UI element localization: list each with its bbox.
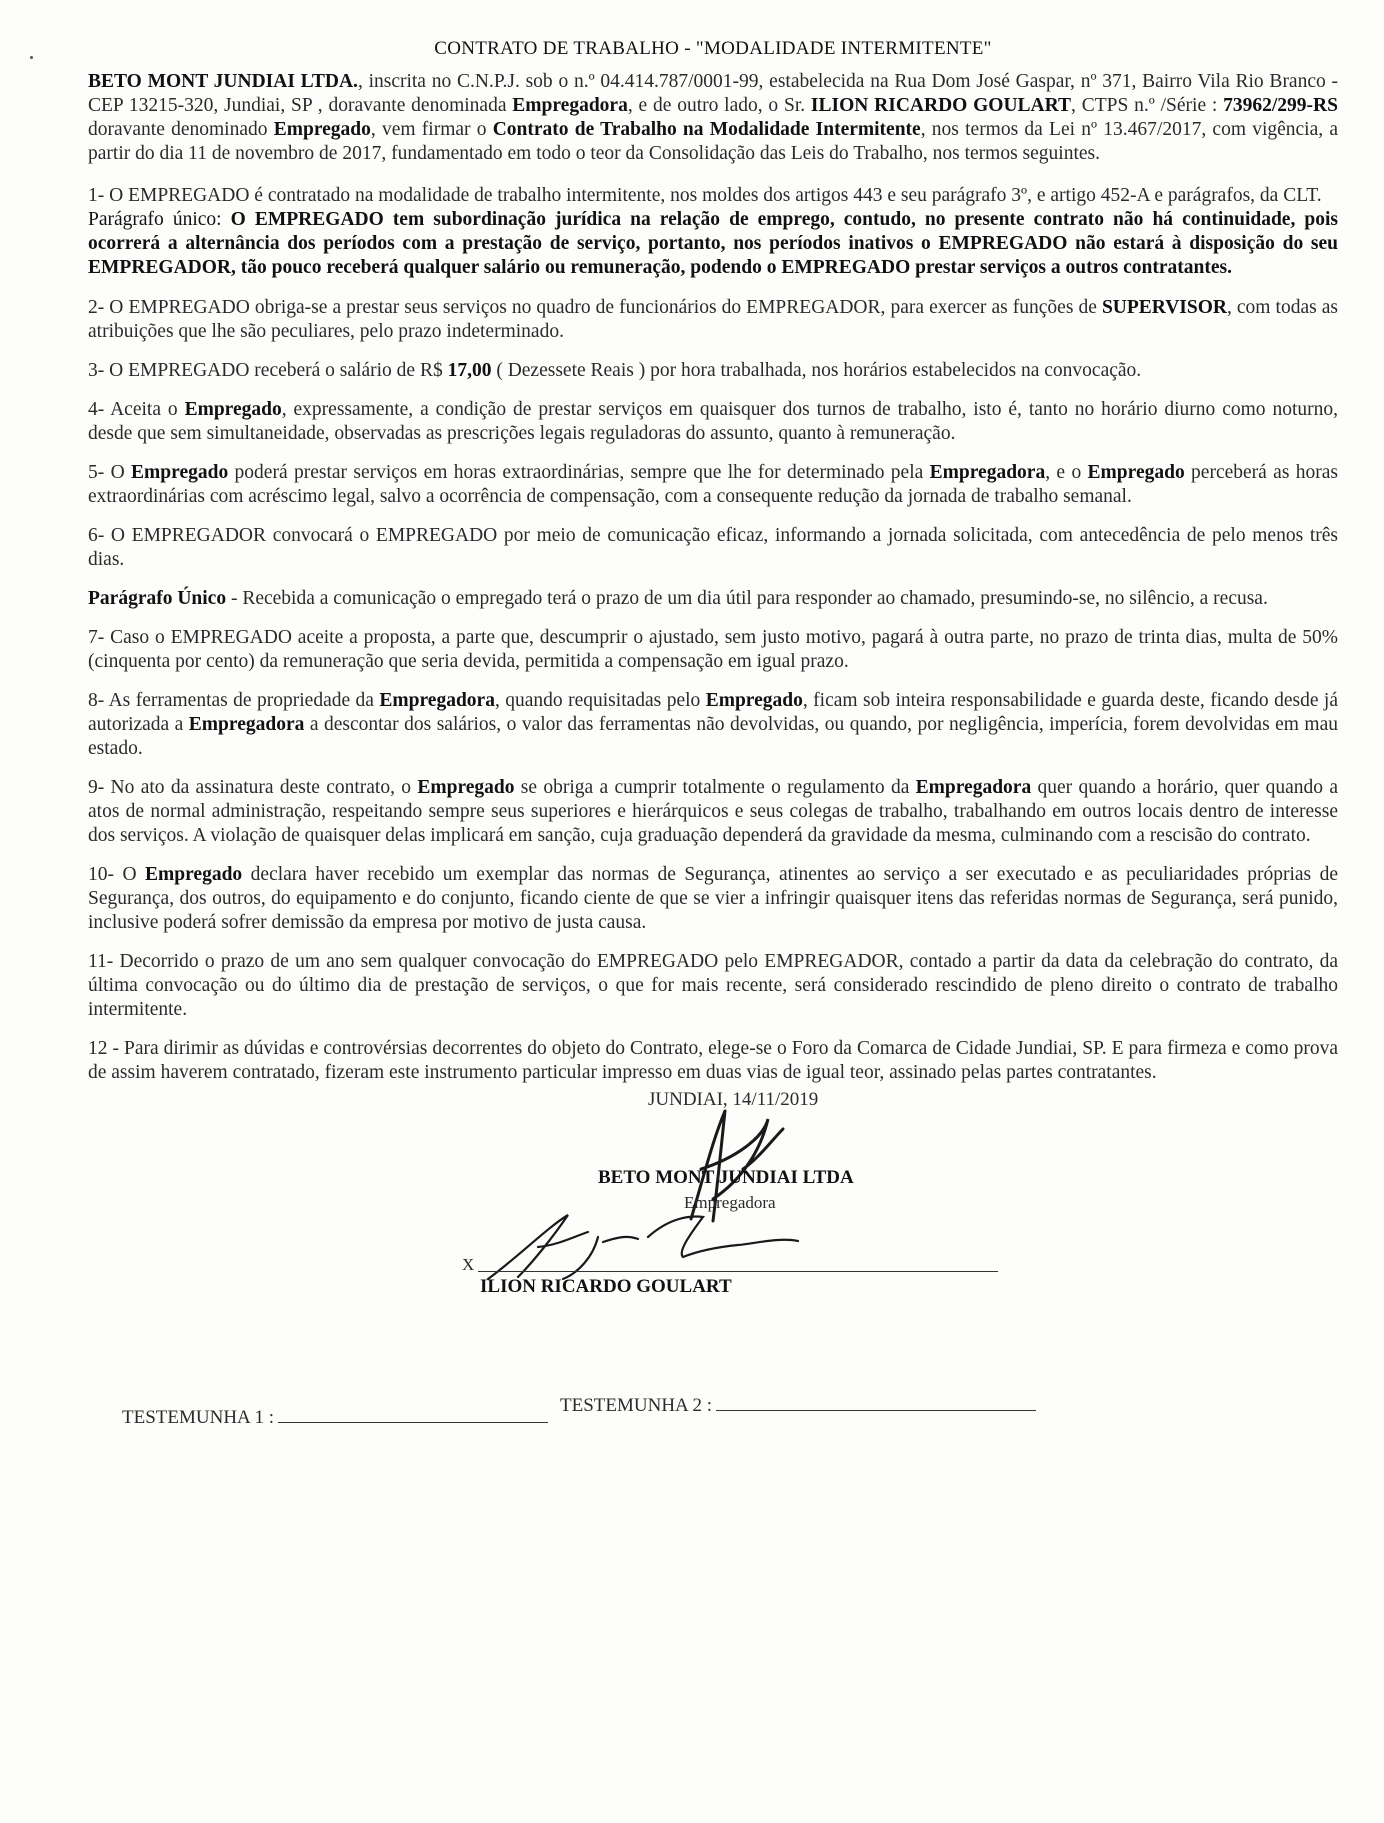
clause-10-bold-1: Empregado <box>145 864 243 885</box>
witness-1-line <box>278 1422 548 1423</box>
clause-5 <box>88 461 1338 509</box>
witness-2-label: TESTEMUNHA 2 : <box>560 1395 712 1416</box>
clause-12: 12 - Para dirimir as dúvidas e controvérsias decorrentes do objeto do Contrato, elege-se o Foro da Comarca de Cidade Jundiai, SP. E para firmeza e como prova de assim haverem contratado, fizeram este instrumento particular impresso em duas vias de igual teor, assinado pelas partes contratantes. <box>88 1038 1338 1083</box>
intro-text-4: doravante denominado <box>88 119 274 140</box>
intro-text-3: , CTPS n.º /Série : <box>1071 95 1224 116</box>
clause-5-bold-2: Empregadora <box>929 462 1046 483</box>
witness-2-line <box>716 1410 1036 1411</box>
intro-empregadora: Empregadora <box>512 95 628 116</box>
signature-date: JUNDIAI, 14/11/2019 <box>648 1089 819 1110</box>
clause-10-text-2: declara haver recebido um exemplar das normas de Segurança, atinentes ao serviço a ser executado e as peculiaridades próprias de Segurança, dos outros, do equipamento e do conjunto, ficando ciente de que se vier a infringir quaisquer itens das referidas normas de Segurança, será punido, inclusive poderá sofrer demissão da empresa por motivo de justa causa. <box>88 864 1339 933</box>
clause-5-bold-1: Empregado <box>131 462 229 483</box>
clause-8-bold-3: Empregadora <box>188 714 305 735</box>
clause-6-paragraph-label: Parágrafo Único <box>88 588 227 609</box>
clause-2 <box>88 296 1338 344</box>
clause-9-bold-2: Empregadora <box>915 777 1032 798</box>
witness-2 <box>560 1395 1036 1417</box>
clause-9-text-2: se obriga a cumprir totalmente o regulamento da <box>514 777 916 798</box>
clause-1-paragraph-label: Parágrafo único: <box>88 209 222 230</box>
intro-ctps: 73962/299-RS <box>1223 95 1338 116</box>
intro-text-5: , vem firmar o <box>370 119 493 140</box>
clause-3-amount: 17,00 <box>447 360 492 381</box>
employee-signature-image <box>478 1207 838 1287</box>
clause-8-text-3: , ficam sob inteira responsabilidade e guarda deste, ficando desde já autorizada a <box>88 690 1338 735</box>
clause-8-text-4: a descontar dos salários, o valor das ferramentas não devolvidas, ou quando, por negligência, imperícia, forem devolvidas em mau estado. <box>88 714 1338 759</box>
intro-company: BETO MONT JUNDIAI LTDA. <box>88 71 358 92</box>
clause-5-text-4: perceberá as horas extraordinárias com acréscimo legal, salvo a ocorrência de compensação, com a consequente redução da jornada de trabalho semanal. <box>88 462 1339 507</box>
clause-8-bold-2: Empregado <box>705 690 803 711</box>
clause-6-paragraph <box>88 587 1338 611</box>
signature-area <box>88 1089 1338 1529</box>
clause-3-text-2: ( Dezessete Reais ) por hora trabalhada, nos horários estabelecidos na convocação. <box>491 360 1142 381</box>
intro-paragraph <box>88 70 1338 166</box>
witness-1 <box>122 1407 548 1429</box>
intro-empregado: Empregado <box>273 119 371 140</box>
company-name: BETO MONT JUNDIAI LTDA <box>598 1167 854 1188</box>
clause-8-text-2: , quando requisitadas pelo <box>494 690 706 711</box>
clause-10 <box>88 863 1338 935</box>
clause-2-text-1: 2- O EMPREGADO obriga-se a prestar seus serviços no quadro de funcionários do EMPREGADOR, para exercer as funções de <box>88 297 1102 318</box>
scan-speck <box>30 56 33 59</box>
signature-x-mark: X <box>462 1255 475 1274</box>
intro-employee: ILION RICARDO GOULART <box>810 95 1072 116</box>
clause-1: 1- O EMPREGADO é contratado na modalidade de trabalho intermitente, nos moldes dos artigos 443 e seu parágrafo 3º, e artigo 452-A e parágrafos, da CLT. <box>88 185 1322 206</box>
clause-8-bold-1: Empregadora <box>379 690 495 711</box>
clause-4-text-1: 4- Aceita o <box>88 399 185 420</box>
clause-9-text-3: quer quando a horário, quer quando a atos de normal administração, respeitando sempre seus superiores e hierárquicos e seus colegas de trabalho, trabalhando em outros locais dentro de interesse dos serviços. A violação de quaisquer delas implicará em sanção, cuja graduação dependerá da gravidade da mesma, culminando com a rescisão do contrato. <box>88 777 1338 846</box>
clause-5-text-2: poderá prestar serviços em horas extraordinárias, sempre que lhe for determinado pela <box>228 462 930 483</box>
clause-9 <box>88 776 1338 848</box>
clause-2-text-2: , com todas as atribuições que lhe são peculiares, pelo prazo indeterminado. <box>88 297 1338 342</box>
intro-text-1: , inscrita no C.N.P.J. sob o n.º 04.414.787/0001-99, estabelecida na Rua Dom José Gaspar, nº 371, Bairro Vila Rio Branco - CEP 13215-320, Jundiai, SP , doravante denominada <box>88 71 1338 116</box>
employee-signature-line <box>478 1271 998 1272</box>
clause-6-paragraph-text: - Recebida a comunicação o empregado terá o prazo de um dia útil para responder ao chamado, presumindo-se, no silêncio, a recusa. <box>226 588 1268 609</box>
clause-5-text-1: 5- O <box>88 462 132 483</box>
clause-10-text-1: 10- O <box>88 864 146 885</box>
clause-3-text-1: 3- O EMPREGADO receberá o salário de R$ <box>88 360 448 381</box>
clause-3 <box>88 359 1338 383</box>
clause-4-empregado: Empregado <box>184 399 282 420</box>
clause-6: 6- O EMPREGADOR convocará o EMPREGADO por meio de comunicação eficaz, informando a jornada solicitada, com antecedência de pelo menos três dias. <box>88 525 1338 570</box>
clause-4-text-2: , expressamente, a condição de prestar serviços em quaisquer dos turnos de trabalho, isto é, tanto no horário diurno como noturno, desde que sem simultaneidade, observadas as prescrições legais reguladoras do assunto, quanto à remuneração. <box>88 399 1339 444</box>
clause-5-text-3: , e o <box>1045 462 1088 483</box>
clause-1-paragraph-text: O EMPREGADO tem subordinação jurídica na relação de emprego, contudo, no presente contrato não há continuidade, pois ocorrerá a alternância dos períodos com a prestação de serviço, portanto, nos períodos inativos o EMPREGADO não estará à disposição do seu EMPREGADOR, tão pouco receberá qualquer salário ou remuneração, podendo o EMPREGADO prestar serviços a outros contratantes. <box>88 209 1338 278</box>
clause-5-bold-3: Empregado <box>1087 462 1185 483</box>
document-title: CONTRATO DE TRABALHO - "MODALIDADE INTERMITENTE" <box>434 38 992 59</box>
clause-8 <box>88 689 1338 761</box>
clause-9-bold-1: Empregado <box>417 777 515 798</box>
intro-text-6: , nos termos da Lei nº 13.467/2017, com vigência, a partir do dia 11 de novembro de 2017, fundamentado em todo o teor da Consolidação das Leis do Trabalho, nos termos seguintes. <box>88 119 1339 164</box>
clause-1-paragraph <box>88 208 1338 280</box>
clause-4 <box>88 398 1338 446</box>
clause-2-role: SUPERVISOR <box>1101 297 1227 318</box>
intro-text-2: , e de outro lado, o Sr. <box>627 95 811 116</box>
witness-1-label: TESTEMUNHA 1 : <box>122 1407 274 1428</box>
intro-contract: Contrato de Trabalho na Modalidade Intermitente <box>492 119 921 140</box>
employee-name: ILION RICARDO GOULART <box>480 1276 732 1297</box>
clause-9-text-1: 9- No ato da assinatura deste contrato, o <box>88 777 418 798</box>
clause-8-text-1: 8- As ferramentas de propriedade da <box>88 690 380 711</box>
clause-7: 7- Caso o EMPREGADO aceite a proposta, a parte que, descumprir o ajustado, sem justo motivo, pagará à outra parte, no prazo de trinta dias, multa de 50% (cinquenta por cento) da remuneração que seria devida, permitida a compensação em igual prazo. <box>88 627 1338 672</box>
clause-11: 11- Decorrido o prazo de um ano sem qualquer convocação do EMPREGADO pelo EMPREGADOR, contado a partir da data da celebração do contrato, da última convocação ou do último dia de prestação de serviços, o que for mais recente, será considerado rescindido de pleno direito o contrato de trabalho intermitente. <box>88 951 1338 1020</box>
company-role: Empregadora <box>684 1193 776 1212</box>
